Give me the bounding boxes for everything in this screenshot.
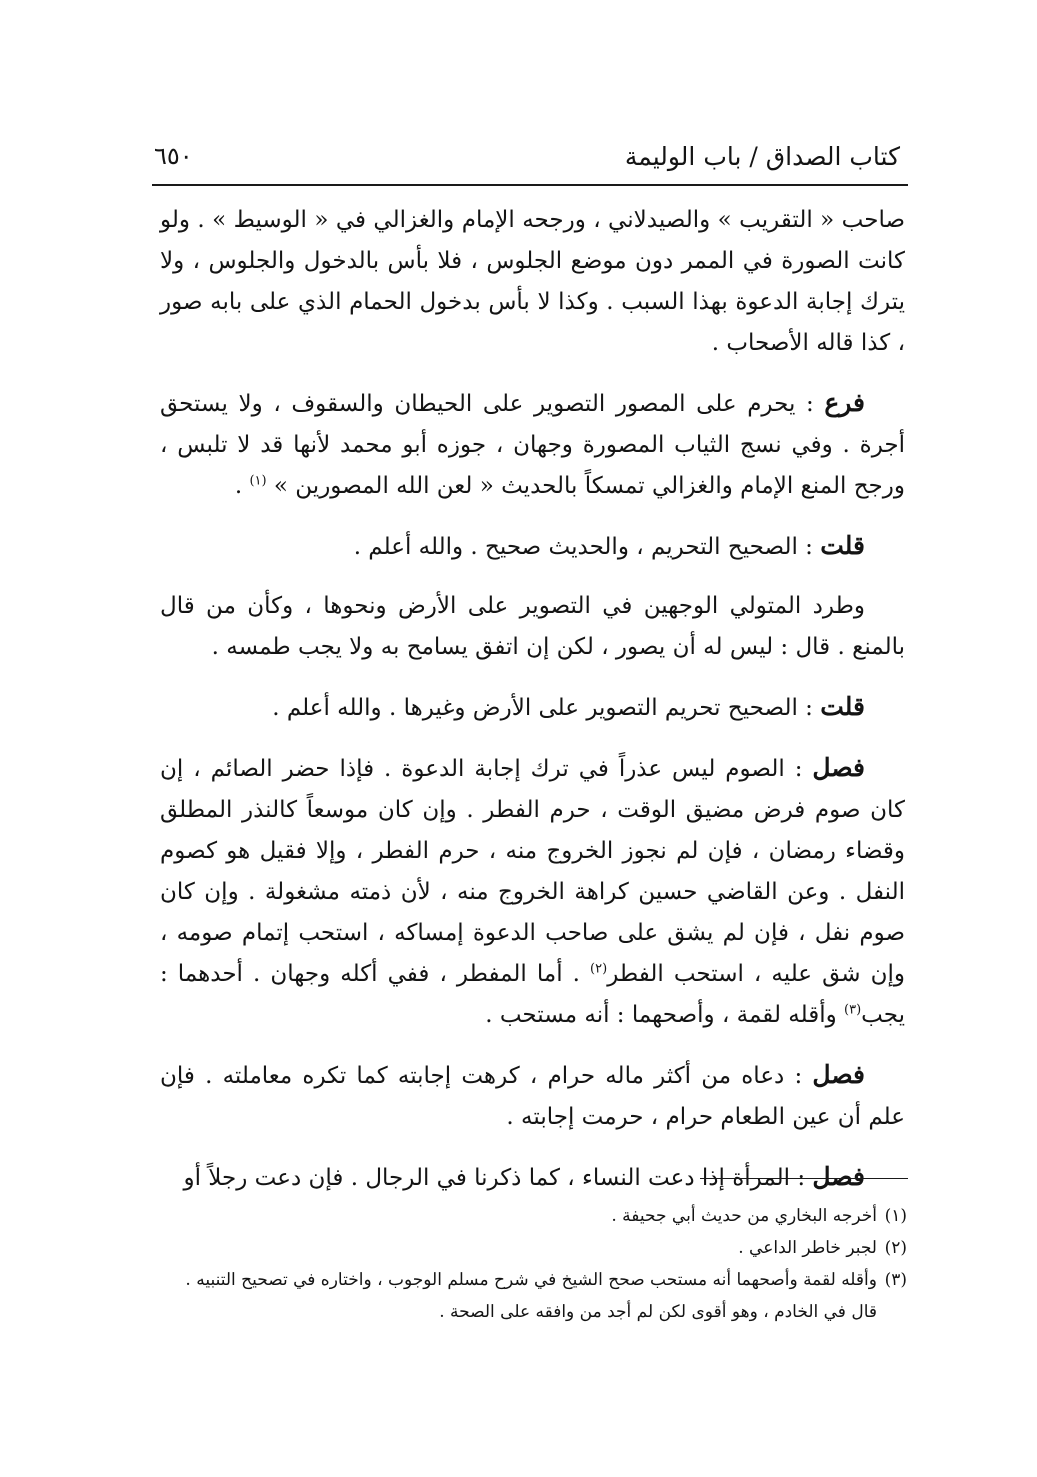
paragraph-text: : الصحيح تحريم التصوير على الأرض وغيرها . والله أعلم . xyxy=(272,695,821,721)
footnote-rule xyxy=(700,1178,908,1179)
footnote xyxy=(165,1232,907,1264)
footnote-text: أخرجه البخاري من حديث أبي جحيفة . xyxy=(611,1206,877,1226)
section-keyword: فصل xyxy=(812,1162,865,1191)
paragraph-tail: . أما المفطر ، ففي أكله وجهان . أحدهما : يجب xyxy=(160,961,905,1028)
footnote-text: وأقله لقمة وأصحهما أنه مستحب صحح الشيخ في شرح مسلم الوجوب ، واختاره في تصحيح التنبيه . قال في الخادم ، وهو أقوى لكن لم أجد من وافقه على الصحة . xyxy=(185,1270,877,1322)
paragraph-text: وطرد المتولي الوجهين في التصوير على الأرض ونحوها ، وكأن من قال بالمنع . قال : ليس له أن يصور ، لكن إن اتفق يسامح به ولا يجب طمسه . xyxy=(160,593,905,660)
footnote-number: (١) xyxy=(884,1206,907,1226)
section-keyword: فصل xyxy=(812,753,865,782)
footnote-ref: (٣) xyxy=(844,1002,862,1018)
header-rule xyxy=(152,184,908,186)
section-keyword: فصل xyxy=(812,1060,865,1089)
paragraph xyxy=(160,1054,905,1138)
footnote xyxy=(165,1264,907,1328)
paragraph-text: صاحب « التقريب » والصيدلاني ، ورجحه الإمام والغزالي في « الوسيط » . ولو كانت الصورة في الممر دون موضع الجلوس ، فلا بأس بالدخول والجلوس ، ولا يترك إجابة الدعوة بهذا السبب . وكذا لا بأس بدخول الحمام الذي على بابه صور ، كذا قاله الأصحاب . xyxy=(160,207,905,356)
main-text xyxy=(160,200,905,1199)
paragraph-text: : المرأة إذا دعت النساء ، كما ذكرنا في الرجال . فإن دعت رجلاً أو xyxy=(183,1165,813,1191)
running-header xyxy=(152,140,908,180)
paragraph-text: : الصوم ليس عذراً في ترك إجابة الدعوة . فإذا حضر الصائم ، إن كان صوم فرض مضيق الوقت ، حرم الفطر . وإن كان موسعاً كالنذر المطلق وقضاء رمضان ، فإن لم نجوز الخروج منه ، حرم الفطر ، وإلا فقيل هو كصوم النفل . وعن القاضي حسين كراهة الخروج منه ، لأن ذمته مشغولة . وإن كان صوم نفل ، فإن لم يشق على صاحب الدعوة إمساكه ، استحب إتمام صومه ، وإن شق عليه ، استحب الفطر xyxy=(160,756,905,987)
paragraph-tail: . xyxy=(234,473,250,499)
paragraph-tail: وأقله لقمة ، وأصحهما : أنه مستحب . xyxy=(485,1002,845,1028)
section-keyword: قلت xyxy=(820,531,865,560)
page-number: ٦٥٠ xyxy=(154,142,193,170)
paragraph xyxy=(160,747,905,1036)
paragraph xyxy=(160,586,905,668)
footnote-ref: (١) xyxy=(249,473,267,489)
paragraph-text: : دعاه من أكثر ماله حرام ، كرهت إجابته كما تكره معاملته . فإن علم أن عين الطعام حرام ، حرمت إجابته . xyxy=(160,1063,905,1130)
footnotes xyxy=(165,1200,907,1328)
footnote-text: لجبر خاطر الداعي . xyxy=(738,1238,877,1258)
paragraph-text: : الصحيح التحريم ، والحديث صحيح . والله أعلم . xyxy=(353,534,821,560)
header-title: كتاب الصداق / باب الوليمة xyxy=(624,142,900,171)
footnote-ref: (٢) xyxy=(590,961,608,977)
paragraph xyxy=(160,382,905,507)
footnote-number: (٢) xyxy=(884,1238,907,1258)
paragraph-text: : يحرم على المصور التصوير على الحيطان والسقوف ، ولا يستحق أجرة . وفي نسج الثياب المصورة وجهان ، جوزه أبو محمد لأنها قد لا تلبس ، ورجح المنع الإمام والغزالي تمسكاً بالحديث « لعن الله المصورين » xyxy=(160,391,905,499)
footnote-number: (٣) xyxy=(884,1270,907,1290)
section-keyword: قلت xyxy=(820,692,865,721)
paragraph xyxy=(160,525,905,568)
section-keyword: فرع xyxy=(824,388,865,417)
footnote xyxy=(165,1200,907,1232)
paragraph xyxy=(160,200,905,364)
paragraph xyxy=(160,686,905,729)
